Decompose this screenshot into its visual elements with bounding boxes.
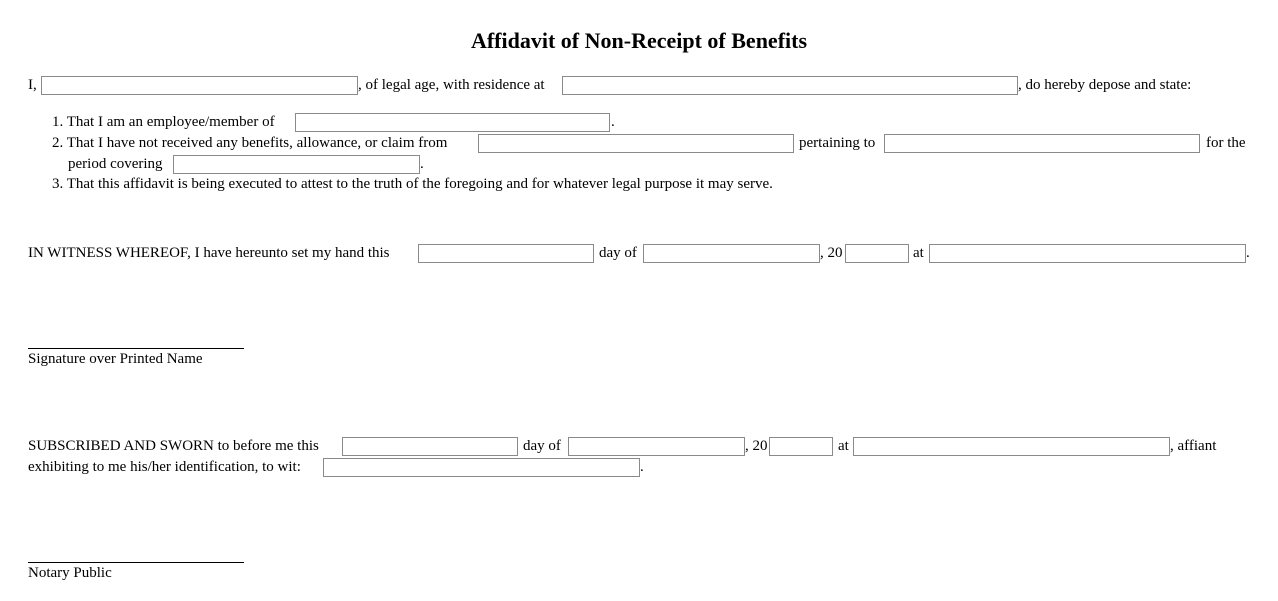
sworn-prefix: SUBSCRIBED AND SWORN to before me this [28, 438, 319, 454]
item2-forthe-label: for the [1206, 135, 1246, 151]
item1-period: . [611, 114, 615, 130]
witness-place-input[interactable] [929, 244, 1246, 263]
witness-year-input[interactable] [845, 244, 909, 263]
identification-input[interactable] [323, 458, 640, 477]
notary-line [28, 562, 244, 563]
witness-at-label: at [913, 245, 924, 261]
pertaining-to-input[interactable] [884, 134, 1200, 153]
sworn-affiant-label: , affiant [1170, 438, 1217, 454]
benefits-from-input[interactable] [478, 134, 794, 153]
item2-period-label: period covering [68, 156, 163, 172]
sworn-month-input[interactable] [568, 437, 745, 456]
period-covering-input[interactable] [173, 155, 420, 174]
item3-text: 3. That this affidavit is being executed to attest to the truth of the foregoing and for whatever legal purpose it may serve. [52, 176, 773, 192]
witness-day-of-label: day of [599, 245, 637, 261]
witness-end: . [1246, 245, 1250, 261]
intro-suffix: , do hereby depose and state: [1018, 77, 1192, 93]
intro-prefix: I, [28, 77, 37, 93]
sworn-year-prefix: , 20 [745, 438, 768, 454]
sworn-place-input[interactable] [853, 437, 1170, 456]
sworn-line2: exhibiting to me his/her identification, to wit: [28, 459, 301, 475]
item2-end: . [420, 156, 424, 172]
sworn-at-label: at [838, 438, 849, 454]
witness-year-prefix: , 20 [820, 245, 843, 261]
signature-line [28, 348, 244, 349]
item2-pertaining-label: pertaining to [799, 135, 876, 151]
sworn-day-of-label: day of [523, 438, 561, 454]
employer-input[interactable] [295, 113, 610, 132]
sworn-day-input[interactable] [342, 437, 518, 456]
signature-label: Signature over Printed Name [28, 351, 203, 367]
item1-label: 1. That I am an employee/member of [52, 114, 275, 130]
intro-mid: , of legal age, with residence at [358, 77, 545, 93]
sworn-end: . [640, 459, 644, 475]
notary-label: Notary Public [28, 565, 112, 581]
sworn-year-input[interactable] [769, 437, 833, 456]
witness-day-input[interactable] [418, 244, 594, 263]
witness-month-input[interactable] [643, 244, 820, 263]
witness-prefix: IN WITNESS WHEREOF, I have hereunto set my hand this [28, 245, 390, 261]
name-input[interactable] [41, 76, 358, 95]
page-title: Affidavit of Non-Receipt of Benefits [470, 28, 808, 53]
residence-input[interactable] [562, 76, 1018, 95]
item2-label: 2. That I have not received any benefits, allowance, or claim from [52, 135, 448, 151]
